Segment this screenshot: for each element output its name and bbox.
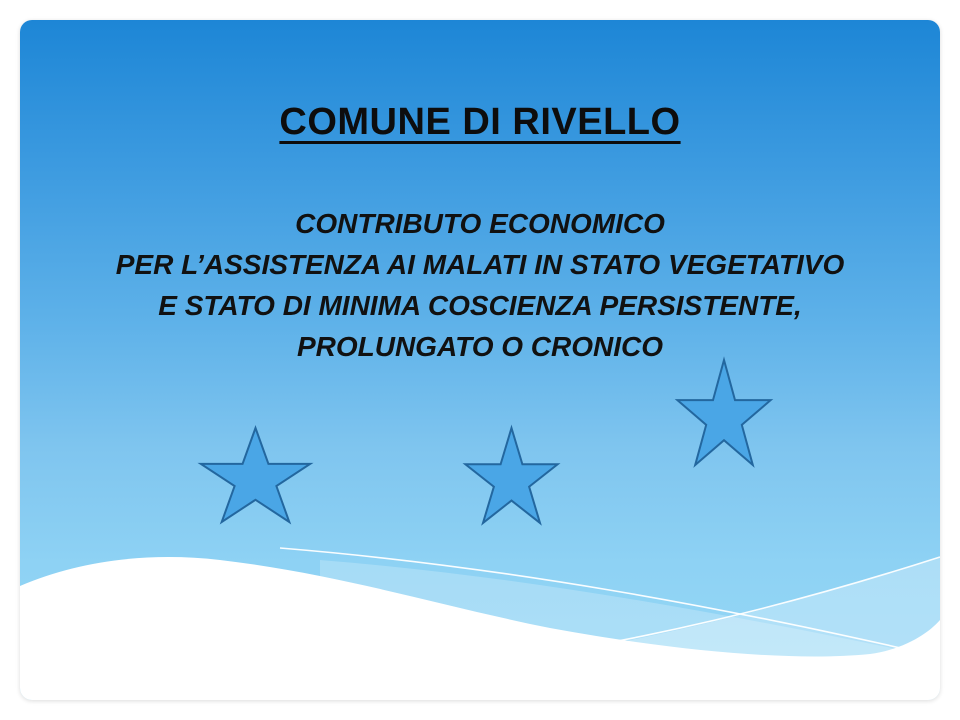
- slide-title: COMUNE DI RIVELLO: [279, 101, 681, 143]
- body-line: PER L’ASSISTENZA AI MALATI IN STATO VEGETATIVO: [115, 249, 845, 280]
- wave-decoration: [20, 548, 940, 700]
- star-icon: [465, 428, 557, 523]
- stars-group: [201, 360, 771, 523]
- body-line: E STATO DI MINIMA COSCIENZA PERSISTENTE,: [158, 290, 802, 321]
- body-line: PROLUNGATO O CRONICO: [296, 331, 664, 362]
- slide: [20, 20, 940, 700]
- star-icon: [201, 428, 310, 522]
- body-line: CONTRIBUTO ECONOMICO: [295, 208, 665, 239]
- star-icon: [677, 360, 770, 465]
- slide-body: [20, 203, 940, 367]
